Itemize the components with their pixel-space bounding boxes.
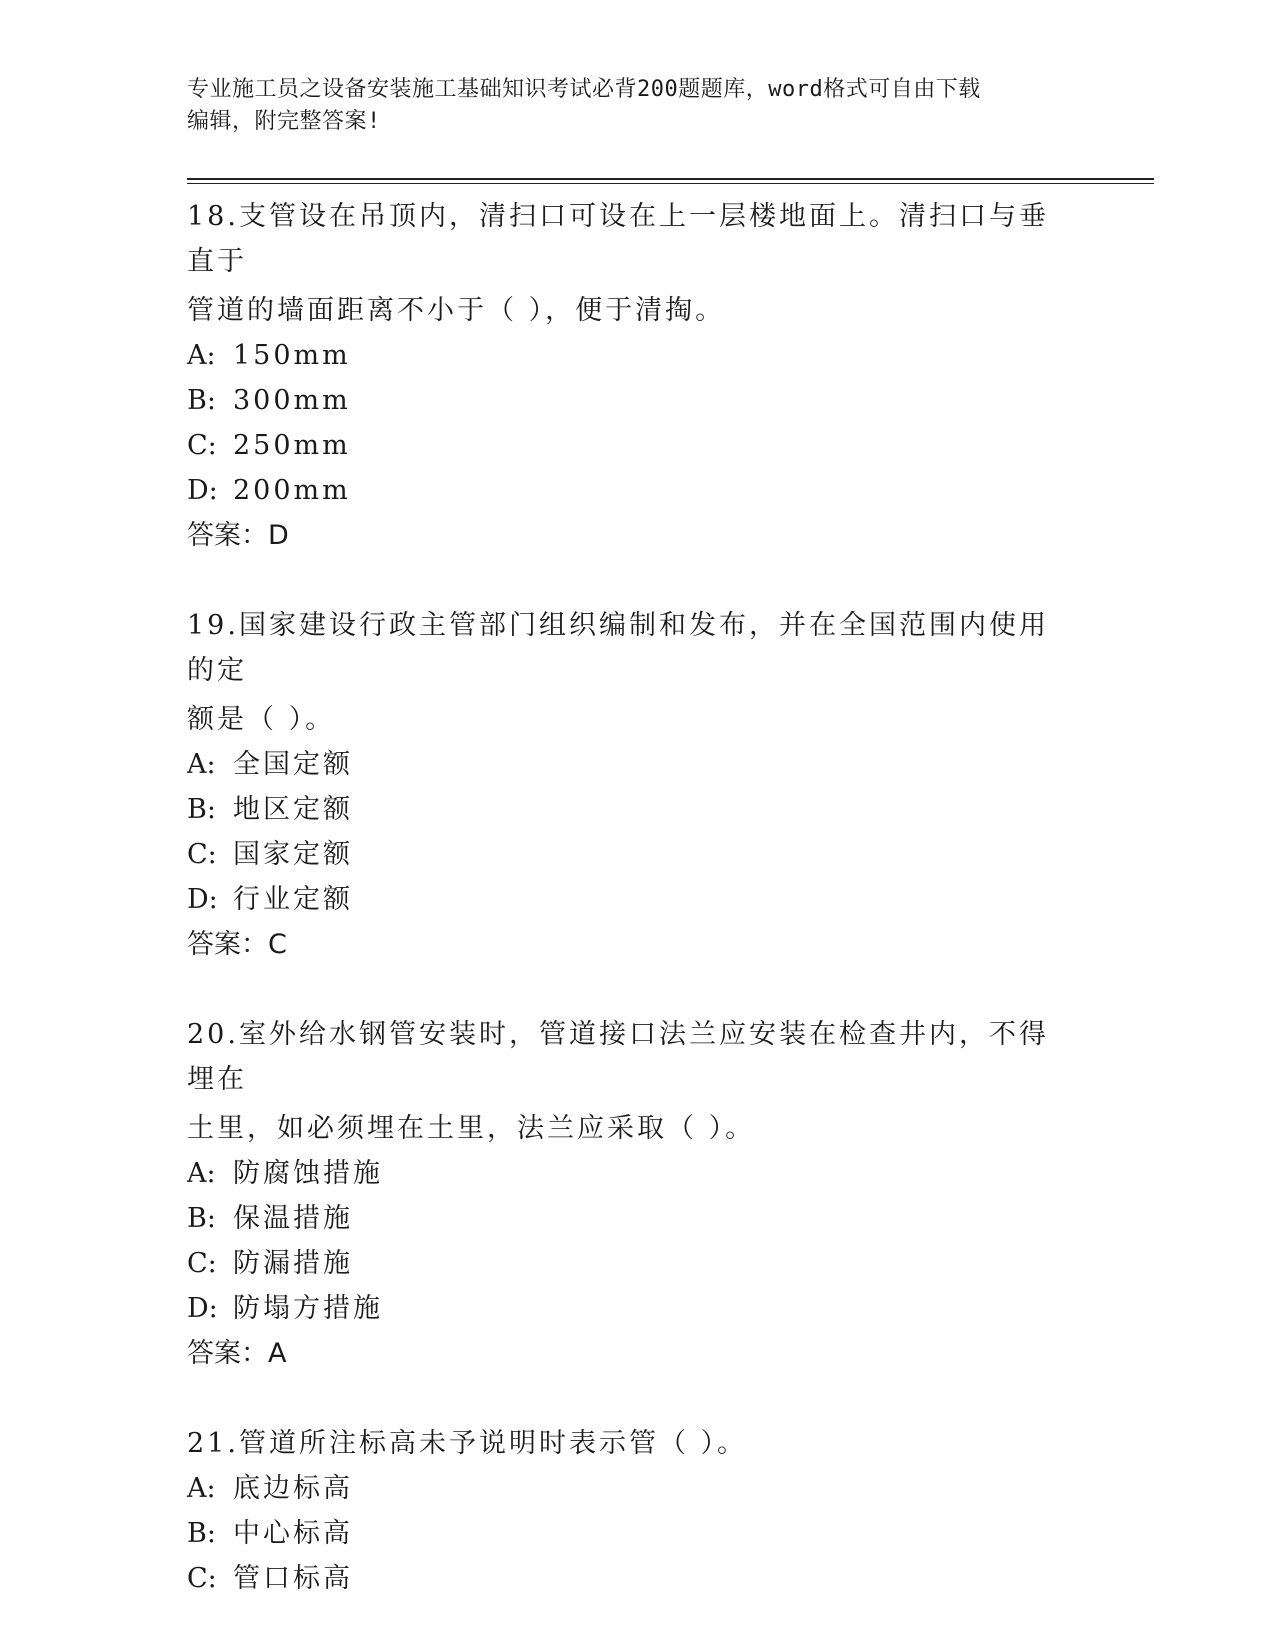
option-text: 全国定额	[233, 749, 353, 780]
answer-value: C	[268, 929, 287, 960]
option-letter: B:	[187, 385, 216, 416]
question-text-line-1: 室外给水钢管安装时，管道接口法兰应安装在检查井内，不得埋在	[187, 1019, 1049, 1095]
option-letter: A:	[187, 1158, 216, 1189]
option-a	[187, 1466, 1077, 1511]
header-divider-thick	[187, 178, 1154, 180]
option-letter: D:	[187, 475, 218, 506]
option-letter: D:	[187, 1293, 218, 1324]
option-text: 150mm	[233, 340, 351, 371]
question-text-line-1: 支管设在吊顶内，清扫口可设在上一层楼地面上。清扫口与垂直于	[187, 201, 1049, 277]
answer-label: 答案：	[187, 1338, 268, 1369]
option-letter: C:	[187, 430, 217, 461]
option-d	[187, 468, 1077, 513]
question-19	[187, 603, 1077, 967]
question-stem	[187, 194, 1077, 284]
answer-line	[187, 922, 1077, 967]
option-text: 地区定额	[233, 794, 353, 825]
option-text: 中心标高	[233, 1518, 353, 1549]
option-letter: B:	[187, 1203, 216, 1234]
option-b	[187, 787, 1077, 832]
option-text: 国家定额	[233, 839, 353, 870]
header-divider-thin	[187, 183, 1154, 184]
question-text-line-2: 额是（ ）。	[187, 704, 336, 735]
question-stem	[187, 1012, 1077, 1102]
option-text: 200mm	[233, 475, 351, 506]
option-b	[187, 1511, 1077, 1556]
option-text: 防漏措施	[233, 1248, 353, 1279]
option-d	[187, 877, 1077, 922]
option-a	[187, 333, 1077, 378]
question-text-line-1: 管道所注标高未予说明时表示管（ ）。	[238, 1428, 748, 1459]
question-text-line-1: 国家建设行政主管部门组织编制和发布，并在全国范围内使用的定	[187, 610, 1049, 686]
option-c	[187, 832, 1077, 877]
option-letter: A:	[187, 1473, 216, 1504]
answer-value: D	[268, 520, 289, 551]
option-letter: C:	[187, 1563, 217, 1594]
question-21	[187, 1421, 1077, 1601]
option-c	[187, 1556, 1077, 1601]
option-a	[187, 742, 1077, 787]
option-letter: A:	[187, 340, 216, 371]
question-18	[187, 194, 1077, 558]
document-header	[187, 74, 1087, 138]
answer-line	[187, 1331, 1077, 1376]
option-letter: A:	[187, 749, 216, 780]
question-20	[187, 1012, 1077, 1376]
option-d	[187, 1286, 1077, 1331]
question-text-line-2: 管道的墙面距离不小于（ ），便于清掏。	[187, 295, 726, 326]
question-list	[187, 190, 1077, 1601]
option-letter: B:	[187, 1518, 216, 1549]
question-stem	[187, 1421, 1077, 1466]
answer-label: 答案：	[187, 929, 268, 960]
option-c	[187, 1241, 1077, 1286]
option-text: 管口标高	[233, 1563, 353, 1594]
option-text: 底边标高	[233, 1473, 353, 1504]
answer-label: 答案：	[187, 520, 268, 551]
question-text-line-2: 土里，如必须埋在土里，法兰应采取（ ）。	[187, 1113, 756, 1144]
question-stem	[187, 603, 1077, 693]
option-letter: C:	[187, 839, 217, 870]
question-number: 21.	[187, 1428, 239, 1459]
option-letter: C:	[187, 1248, 217, 1279]
option-letter: D:	[187, 884, 218, 915]
answer-value: A	[268, 1338, 287, 1369]
question-number: 20.	[187, 1019, 239, 1050]
question-number: 19.	[187, 610, 239, 641]
option-text: 保温措施	[233, 1203, 353, 1234]
header-title-line-1: 专业施工员之设备安装施工基础知识考试必背200题题库，word格式可自由下载	[187, 77, 981, 102]
question-number: 18.	[187, 201, 239, 232]
option-b	[187, 378, 1077, 423]
option-text: 防腐蚀措施	[233, 1158, 383, 1189]
option-letter: B:	[187, 794, 216, 825]
option-text: 300mm	[233, 385, 351, 416]
option-c	[187, 423, 1077, 468]
option-a	[187, 1151, 1077, 1196]
option-text: 250mm	[233, 430, 351, 461]
header-title-line-2: 编辑，附完整答案!	[187, 109, 381, 134]
option-text: 防塌方措施	[233, 1293, 383, 1324]
option-text: 行业定额	[233, 884, 353, 915]
option-b	[187, 1196, 1077, 1241]
answer-line	[187, 513, 1077, 558]
